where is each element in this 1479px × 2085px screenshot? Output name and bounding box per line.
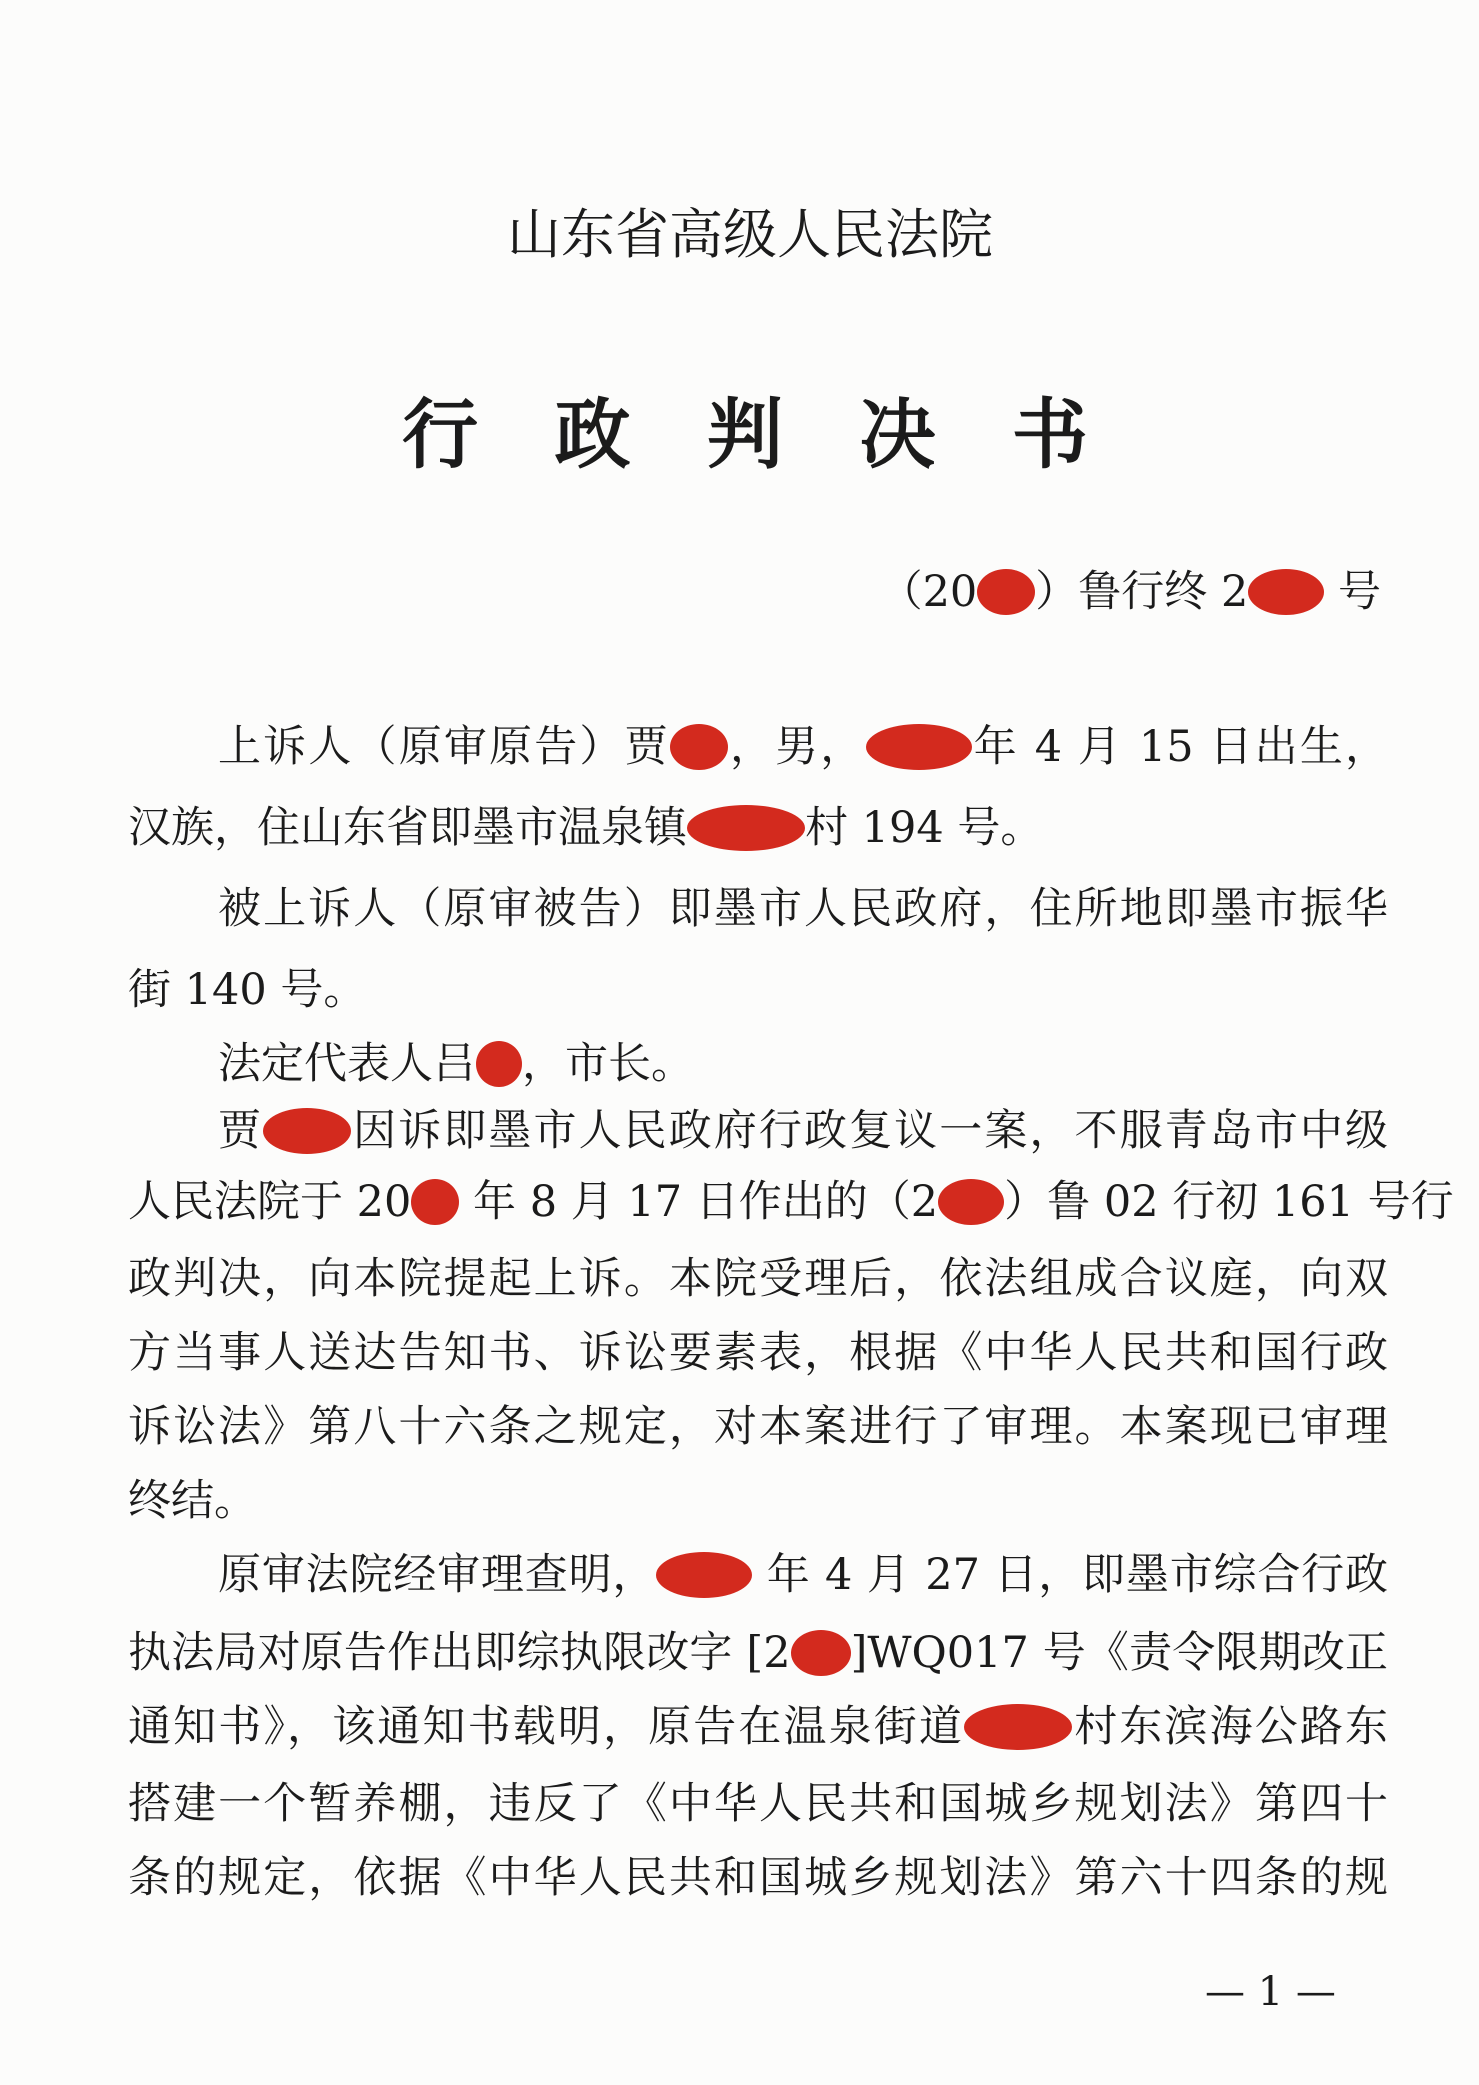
text-segment: ，男， [727, 722, 866, 772]
text-segment: 汉族，住山东省即墨市温泉镇 [128, 803, 687, 853]
redaction-mark [938, 1179, 1004, 1225]
body-line-16 [128, 1850, 1388, 1906]
text-segment: 法定代表人吕 [218, 1039, 476, 1089]
text-segment: 终结。 [128, 1476, 257, 1526]
text-segment: 方当事人送达告知书、诉讼要素表，根据《中华人民共和国行政 [128, 1328, 1388, 1378]
body-line-9 [128, 1325, 1388, 1381]
body-line-12 [128, 1547, 1388, 1603]
redaction-mark [476, 1041, 522, 1087]
text-segment: 上诉人（原审原告）贾 [218, 722, 670, 772]
document-type-heading: 行 政 判 决 书 [402, 390, 1113, 479]
redaction-mark [1248, 569, 1324, 615]
text-segment: 年 4 月 15 日出生， [971, 722, 1389, 772]
redaction-mark [977, 569, 1035, 615]
redaction-mark [656, 1552, 752, 1598]
text-segment: ，市长。 [522, 1039, 694, 1089]
redaction-mark [670, 724, 728, 770]
body-line-4 [128, 962, 1388, 1018]
text-segment: 搭建一个暂养棚，违反了《中华人民共和国城乡规划法》第四十 [128, 1779, 1388, 1829]
body-line-1 [128, 719, 1388, 775]
text-segment: 条的规定，依据《中华人民共和国城乡规划法》第六十四条的规 [128, 1853, 1388, 1903]
court-name: 山东省高级人民法院 [507, 203, 993, 266]
text-segment: 被上诉人（原审被告）即墨市人民政府，住所地即墨市振华 [218, 884, 1388, 934]
text-segment: 因诉即墨市人民政府行政复议一案，不服青岛市中级 [351, 1106, 1389, 1156]
redaction-mark [964, 1704, 1072, 1750]
text-segment: ]WQ017 号《责令限期改正 [850, 1628, 1388, 1678]
text-segment: 执法局对原告作出即综执限改字 [2 [128, 1628, 791, 1678]
redaction-mark [411, 1179, 459, 1225]
redaction-mark [263, 1108, 351, 1154]
text-segment: 年 8 月 17 日作出的（2 [459, 1177, 939, 1227]
text-segment: 村东滨海公路东 [1072, 1702, 1389, 1752]
text-segment: 贾 [218, 1106, 264, 1156]
text-segment: 诉讼法》第八十六条之规定，对本案进行了审理。本案现已审理 [128, 1402, 1388, 1452]
body-line-7 [128, 1174, 1454, 1230]
text-segment: 村 194 号。 [805, 803, 1044, 853]
text-segment: 年 4 月 27 日，即墨市综合行政 [752, 1550, 1388, 1600]
body-line-10 [128, 1399, 1388, 1455]
redaction-mark [687, 805, 805, 851]
text-segment: 人民法院于 20 [128, 1177, 412, 1227]
text-segment: ）鲁 02 行初 161 号行 [1004, 1177, 1454, 1227]
body-line-8 [128, 1251, 1388, 1307]
body-line-5 [128, 1036, 1388, 1092]
redaction-mark [791, 1630, 851, 1676]
body-line-11 [128, 1473, 1388, 1529]
redaction-mark [866, 724, 972, 770]
body-line-15 [128, 1776, 1388, 1832]
text-segment: 原审法院经审理查明， [218, 1550, 657, 1600]
body-line-13 [128, 1625, 1388, 1681]
body-line-3 [128, 881, 1388, 937]
case-number-part: （20 [879, 567, 978, 617]
text-segment: 街 140 号。 [128, 965, 367, 1015]
body-line-2 [128, 800, 1388, 856]
case-number [880, 564, 1381, 620]
text-segment: 政判决，向本院提起上诉。本院受理后，依法组成合议庭，向双 [128, 1254, 1388, 1304]
case-number-part: ）鲁行终 2 [1035, 567, 1249, 617]
body-line-14 [128, 1699, 1388, 1755]
text-segment: 通知书》，该通知书载明，原告在温泉街道 [128, 1702, 965, 1752]
body-line-6 [128, 1103, 1388, 1159]
page-number: — 1 — [1205, 1969, 1336, 2015]
case-number-part: 号 [1324, 567, 1381, 617]
